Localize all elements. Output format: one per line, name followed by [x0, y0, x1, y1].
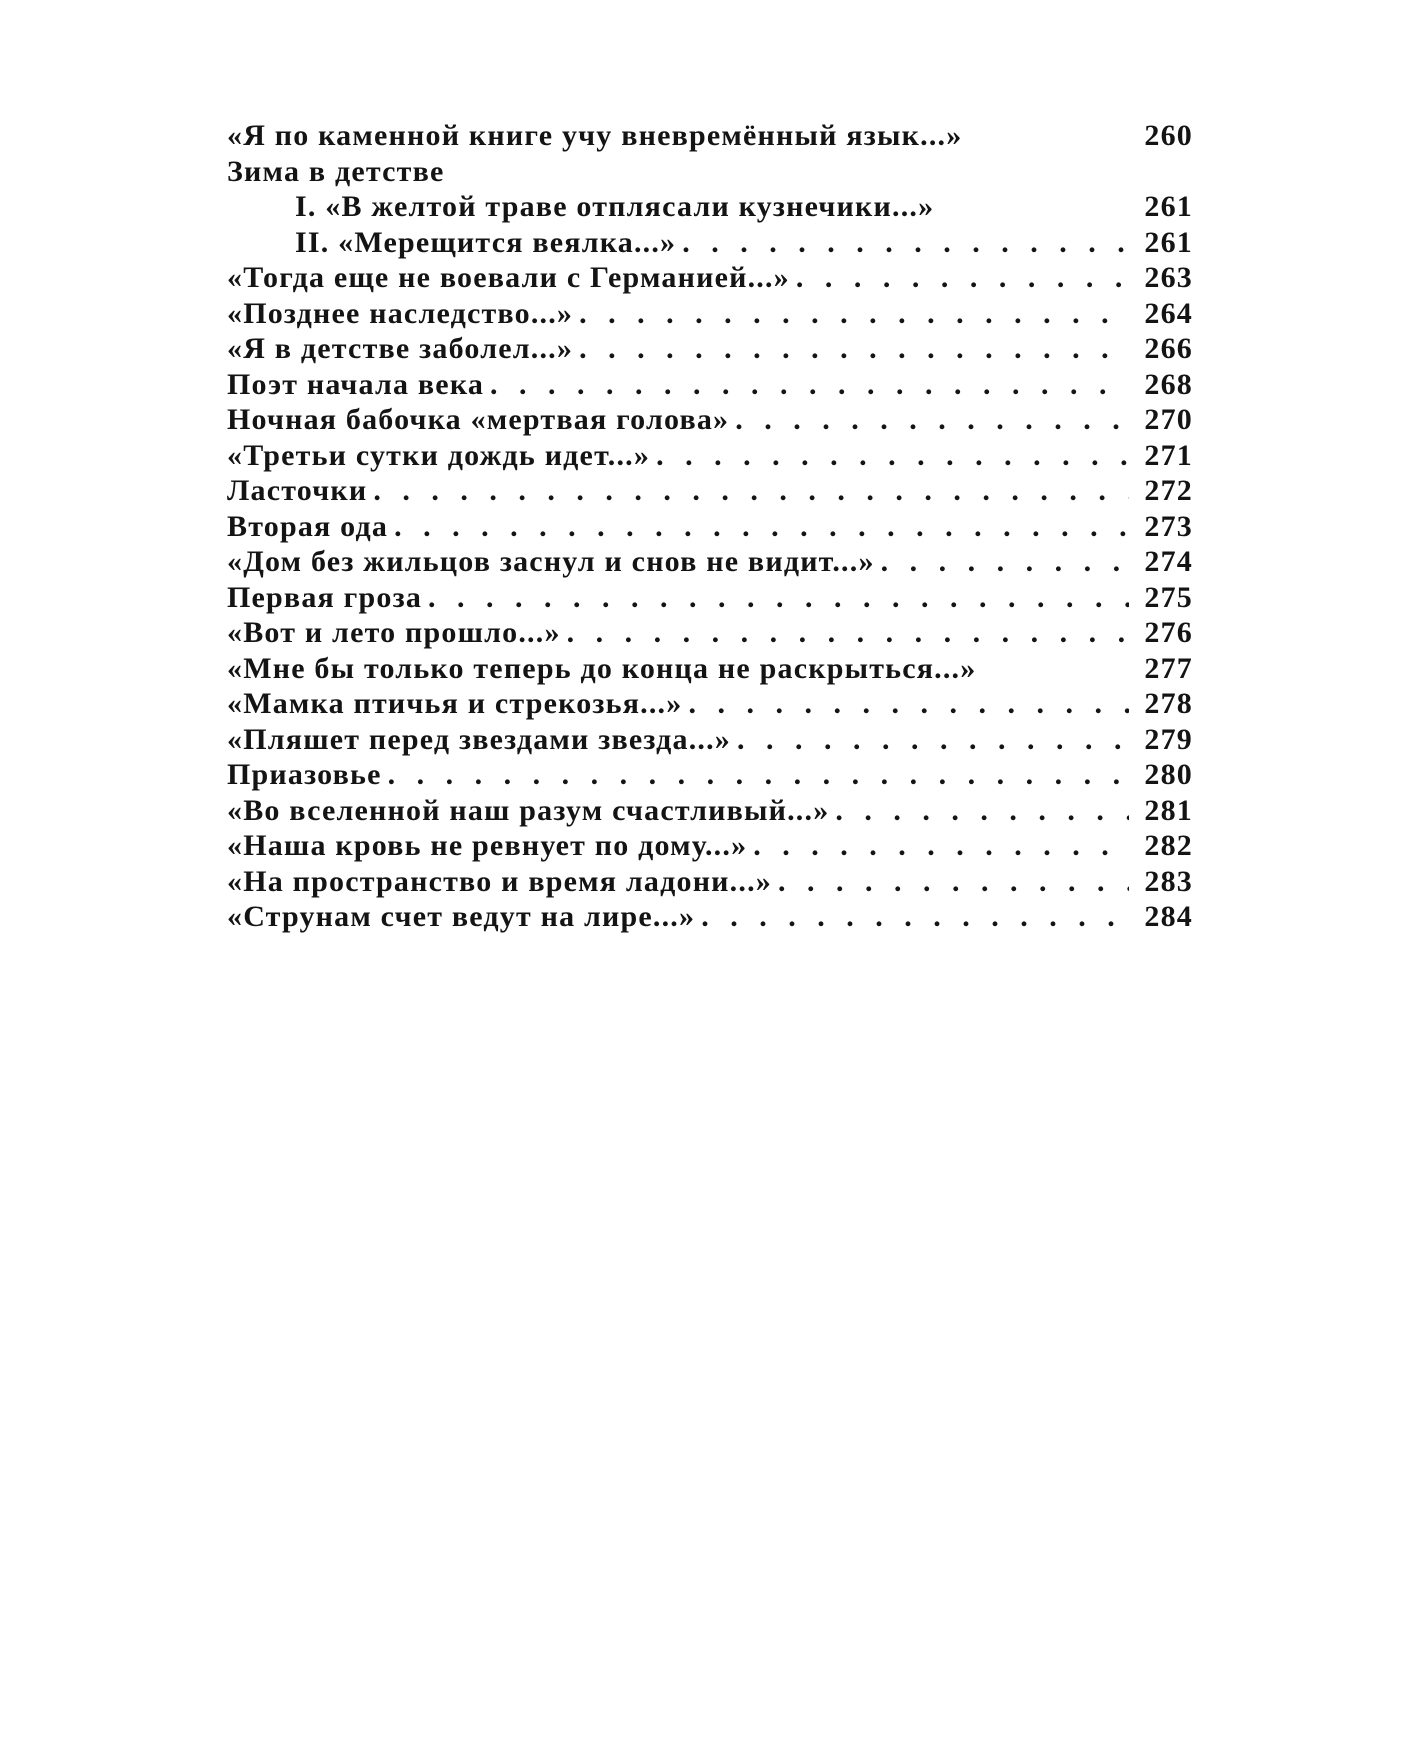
toc-entry-title: II. «Мерещится веялка...»: [295, 225, 677, 259]
toc-entry: [227, 757, 1193, 793]
toc-dot-leader: [737, 722, 1129, 757]
toc-dot-leader: [778, 864, 1129, 899]
toc-dot-leader: [701, 899, 1129, 934]
toc-entry: [227, 367, 1193, 403]
toc-dot-leader: [579, 331, 1129, 366]
toc-entry: [227, 509, 1193, 545]
toc-entry-title: Приазовье: [227, 758, 382, 791]
toc-entry-title: «Струнам счет ведут на лире...»: [227, 900, 696, 933]
toc-dot-leader: [567, 615, 1129, 650]
toc-entry-page: 279: [1144, 722, 1193, 756]
toc-entry-title: «Наша кровь не ревнует по дому...»: [227, 829, 748, 862]
toc-entry: [227, 331, 1193, 367]
toc-entry-title: Ночная бабочка «мертвая голова»: [227, 403, 730, 436]
toc-entry-title: «Третьи сутки дождь идет...»: [227, 438, 651, 472]
toc-entry-page: 260: [1144, 119, 1193, 152]
toc-dot-leader: [656, 438, 1129, 473]
toc-entry-title: I. «В желтой траве отплясали кузнечики...»: [295, 190, 935, 223]
toc-dot-leader: [394, 509, 1129, 544]
toc-dot-leader: [490, 367, 1129, 402]
toc-entry-title: «Пляшет перед звездами звезда...»: [227, 722, 731, 756]
toc-entry-page: 278: [1144, 687, 1193, 720]
table-of-contents: [227, 118, 1193, 935]
toc-entry: [227, 722, 1193, 758]
toc-entry-title: «Тогда еще не воевали с Германией...»: [227, 261, 790, 294]
toc-entry: [227, 225, 1193, 261]
toc-entry: [227, 864, 1193, 900]
toc-dot-leader: [373, 473, 1129, 508]
toc-entry-page: 280: [1144, 758, 1193, 791]
toc-entry: [227, 615, 1193, 651]
toc-entry-page: 284: [1144, 900, 1193, 933]
toc-entry-title: «Я по каменной книге учу вневремённый язык...»: [227, 119, 963, 152]
toc-dot-leader: [428, 580, 1129, 615]
toc-entry: [227, 296, 1193, 332]
toc-entry-page: 261: [1144, 225, 1193, 259]
toc-entry: [227, 402, 1193, 438]
toc-entry: [227, 118, 1193, 154]
toc-entry-title: Ласточки: [227, 474, 368, 507]
toc-dot-leader: [835, 793, 1129, 828]
toc-entry-page: 282: [1144, 829, 1193, 862]
toc-dot-leader: [881, 544, 1129, 579]
toc-dot-leader: [735, 402, 1129, 437]
toc-entry-title: «Вот и лето прошло...»: [227, 616, 561, 649]
toc-entry-title: Вторая ода: [227, 509, 389, 543]
toc-entry-title: «Дом без жильцов заснул и снов не видит...»: [227, 545, 875, 578]
toc-entry-title: Зима в детстве: [227, 154, 445, 188]
toc-dot-leader: [579, 296, 1129, 331]
toc-dot-leader: [796, 260, 1129, 295]
toc-entry-page: 281: [1144, 793, 1193, 827]
toc-dot-leader: [682, 225, 1129, 260]
toc-entry: [227, 828, 1193, 864]
toc-entry-page: 274: [1144, 545, 1193, 578]
toc-entry-page: 273: [1144, 509, 1193, 543]
toc-entry: [227, 686, 1193, 722]
toc-section-heading: [227, 154, 1193, 190]
toc-entry-page: 272: [1144, 474, 1193, 507]
toc-entry-title: Первая гроза: [227, 580, 423, 614]
toc-entry-page: 270: [1144, 403, 1193, 436]
toc-entry-page: 261: [1144, 190, 1193, 223]
toc-entry-title: Поэт начала века: [227, 367, 485, 401]
toc-entry: [227, 438, 1193, 474]
toc-entry: [227, 651, 1193, 687]
toc-entry-page: 283: [1144, 864, 1193, 898]
toc-dot-leader: [388, 757, 1129, 792]
toc-entry: [227, 260, 1193, 296]
toc-entry-page: 268: [1144, 367, 1193, 401]
toc-entry: [227, 899, 1193, 935]
toc-entry: [227, 473, 1193, 509]
toc-entry: [227, 793, 1193, 829]
toc-entry-page: 271: [1144, 438, 1193, 472]
toc-dot-leader: [688, 686, 1129, 721]
toc-entry-page: 275: [1144, 580, 1193, 614]
toc-entry-page: 277: [1144, 651, 1193, 685]
toc-entry-page: 266: [1144, 332, 1193, 365]
toc-entry-title: «Я в детстве заболел...»: [227, 332, 574, 365]
toc-entry-title: «Во вселенной наш разум счастливый...»: [227, 793, 830, 827]
toc-entry-page: 264: [1144, 296, 1193, 330]
toc-entry: [227, 580, 1193, 616]
toc-entry-title: «Мне бы только теперь до конца не раскрыться...»: [227, 651, 977, 685]
toc-entry-title: «На пространство и время ладони...»: [227, 864, 772, 898]
toc-entry: [227, 544, 1193, 580]
toc-entry-title: «Позднее наследство...»: [227, 296, 574, 330]
toc-entry-page: 263: [1144, 261, 1193, 294]
toc-dot-leader: [753, 828, 1129, 863]
toc-entry: [227, 189, 1193, 225]
toc-entry-title: «Мамка птичья и стрекозья...»: [227, 687, 683, 720]
toc-entry-page: 276: [1144, 616, 1193, 649]
